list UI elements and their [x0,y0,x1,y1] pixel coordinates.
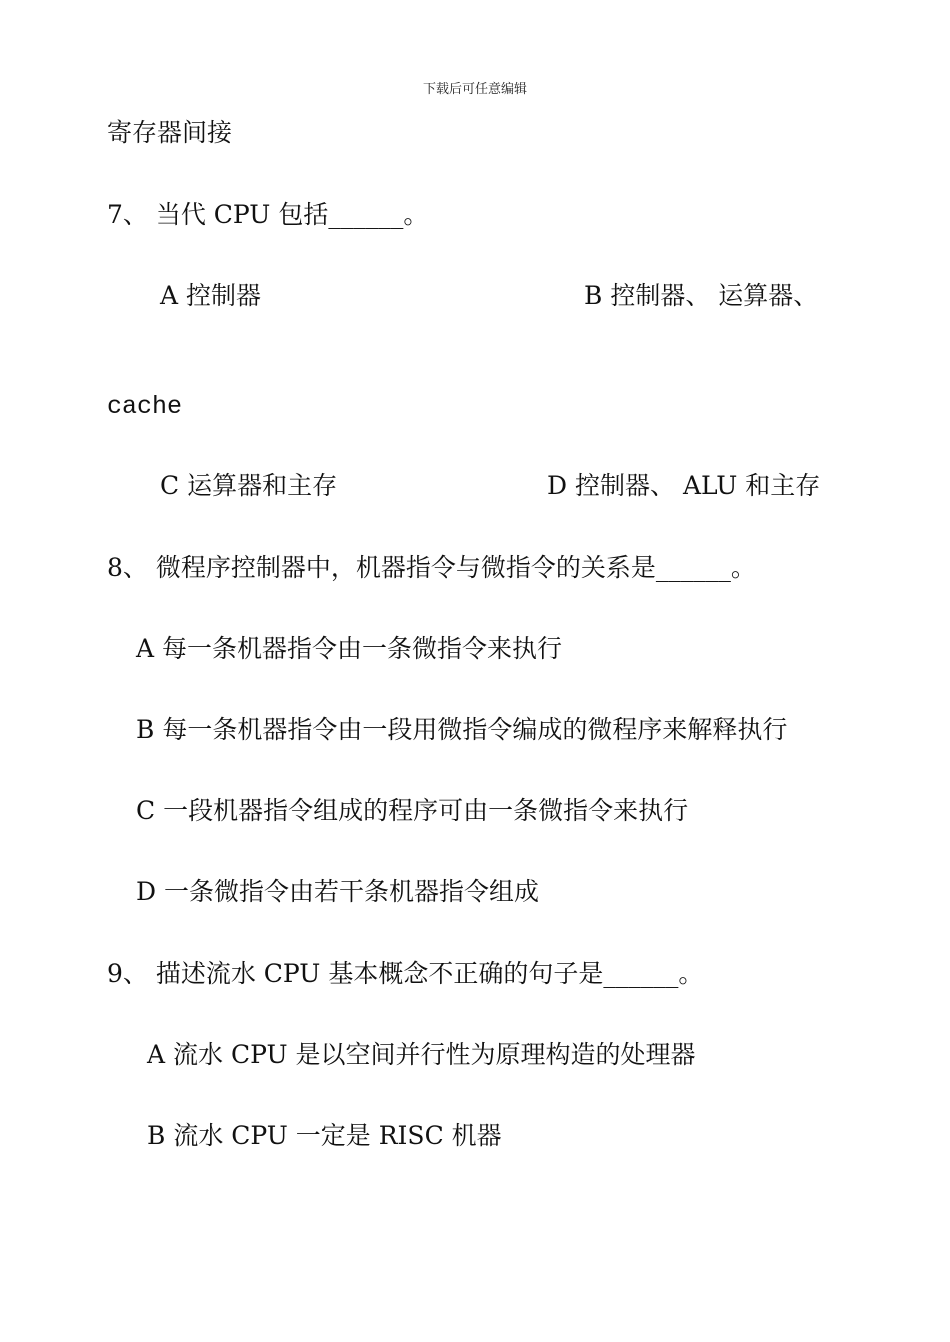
question-9-option-a: A 流水 CPU 是以空间并行性为原理构造的处理器 [147,1040,696,1069]
question-8-option-c: C 一段机器指令组成的程序可由一条微指令来执行 [136,796,689,825]
question-7-option-d: D 控制器、 ALU 和主存 [547,471,821,500]
question-7-option-a: A 控制器 [160,281,262,310]
question-7-option-b: B 控制器、 运算器、 [584,281,819,310]
question-9-option-b: B 流水 CPU 一定是 RISC 机器 [147,1121,502,1150]
question-7-option-c: C 运算器和主存 [160,471,338,500]
question-8-option-b: B 每一条机器指令由一段用微指令编成的微程序来解释执行 [136,715,788,744]
question-8-option-d: D 一条微指令由若干条机器指令组成 [136,877,539,906]
question-7: 7、 当代 CPU 包括______。 [107,200,429,229]
question-8-option-a: A 每一条机器指令由一条微指令来执行 [136,634,563,663]
question-7-option-b-continuation: cache [107,392,183,421]
page-header: 下载后可任意编辑 [422,82,527,97]
question-8: 8、 微程序控制器中，机器指令与微指令的关系是______。 [107,553,756,582]
text-line-register-indirect: 寄存器间接 [107,118,233,147]
question-9: 9、 描述流水 CPU 基本概念不正确的句子是______。 [107,959,704,988]
